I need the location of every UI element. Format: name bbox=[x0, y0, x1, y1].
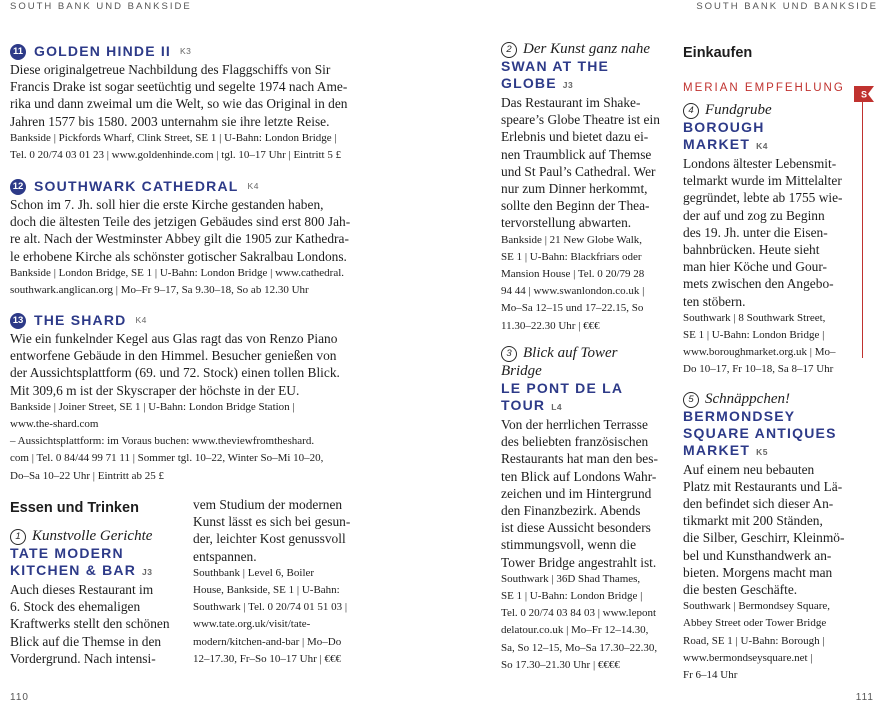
body-line: ten Blick auf Londons Wahr- bbox=[501, 468, 657, 484]
info-line: www.tate.org.uk/visit/tate- bbox=[193, 618, 311, 631]
entry-tagline: Kunstvolle Gerichte bbox=[32, 528, 153, 544]
entry-number-badge: 1 bbox=[10, 529, 26, 545]
info-line: southwark.anglican.org | Mo–Fr 9–17, Sa 9.30–18, So ab 12.30 Uhr bbox=[10, 284, 309, 297]
info-line: SE 1 | U-Bahn: London Bridge | bbox=[501, 590, 643, 603]
info-line: Southwark | Bermondsey Square, bbox=[683, 600, 831, 613]
einkaufen-column bbox=[683, 45, 849, 684]
body-line: Das Restaurant im Shake- bbox=[501, 95, 641, 110]
info-line: Mo–Sa 12–15 und 17–22.15, So bbox=[501, 302, 644, 315]
body-line: re alt. Nach der Westminster Abbey gilt die 1905 zur Kathedra- bbox=[10, 231, 349, 247]
info-line: Mansion House | Tel. 0 20/79 28 bbox=[501, 268, 645, 281]
body-line: der Aussichtsplattform (69. und 72. Stock) einen tollen Blick. bbox=[10, 365, 340, 381]
sight-southwark-cathedral bbox=[10, 177, 358, 299]
map-grid-ref: K4 bbox=[247, 181, 259, 191]
body-line: man hier Köche und Gour- bbox=[683, 259, 828, 275]
body-line: die Silber, Geschirr, Kleinmö- bbox=[683, 530, 845, 546]
info-line: Road, SE 1 | U-Bahn: Borough | bbox=[683, 634, 825, 647]
body-line: der auf und zog zu Beginn bbox=[683, 207, 825, 223]
entry-title: BERMONDSEY bbox=[683, 407, 796, 424]
running-header-left: SOUTH BANK UND BANKSIDE bbox=[10, 1, 192, 12]
restaurant-le-pont-de-la-tour bbox=[501, 344, 667, 674]
info-line: Do 10–17, Fr 10–18, Sa 8–17 Uhr bbox=[683, 363, 834, 376]
map-grid-ref: K4 bbox=[756, 141, 768, 151]
page-number-right: 111 bbox=[855, 692, 874, 703]
body-line: nen Traumblick auf Themse bbox=[501, 146, 652, 162]
sight-the-shard bbox=[10, 311, 358, 485]
body-line: Kunst lässt es sich bei gesun- bbox=[193, 514, 351, 530]
info-line: Southwark | 8 Southwark Street, bbox=[683, 311, 826, 324]
body-line: Platz mit Restaurants und Lä- bbox=[683, 478, 843, 494]
body-line: Auch dieses Restaurant im bbox=[10, 582, 154, 597]
entry-title: SWAN AT THE bbox=[501, 58, 610, 74]
entry-title: SQUARE ANTIQUES bbox=[683, 424, 837, 441]
entry-tagline: Schnäppchen! bbox=[705, 390, 790, 407]
body-line: rika und dann zweimal um die Welt, so wie das Original in den bbox=[10, 96, 348, 112]
entry-number-badge: 5 bbox=[683, 392, 699, 408]
entry-title: THE SHARD bbox=[34, 312, 127, 328]
entry-title: LE PONT DE LA bbox=[501, 380, 624, 396]
essen-column-2 bbox=[193, 496, 359, 668]
info-line: com | Tel. 0 84/44 99 71 11 | Sommer tgl. 10–22, Winter So–Mi 10–20, bbox=[10, 452, 324, 465]
info-line: House, Bankside, SE 1 | U-Bahn: bbox=[193, 584, 340, 597]
body-line: zeichen und im Hintergrund bbox=[501, 485, 652, 501]
info-line: www.boroughmarket.org.uk | Mo– bbox=[683, 346, 836, 359]
info-line: Southbank | Level 6, Boiler bbox=[193, 566, 315, 579]
body-line: Tower Bridge angestrahlt ist. bbox=[501, 554, 657, 570]
info-line: 11.30–22.30 Uhr | €€€ bbox=[501, 319, 600, 332]
page-number-left: 110 bbox=[10, 692, 29, 703]
entry-title: BOROUGH MARKET bbox=[683, 119, 765, 152]
body-line: Wie ein funkelnder Kegel aus Glas ragt das von Renzo Piano bbox=[10, 331, 338, 346]
body-line: Diese originalgetreue Nachbildung des Flaggschiffs von Sir bbox=[10, 62, 331, 77]
body-line: nur zum Dinner herkommt, bbox=[501, 181, 648, 197]
body-line: stimmungsvoll, wenn die bbox=[501, 537, 637, 553]
map-grid-ref: K5 bbox=[756, 446, 768, 457]
body-line: Restaurants hat man den bes- bbox=[501, 451, 658, 467]
entry-tagline: Bridge bbox=[501, 363, 542, 379]
info-line: 94 44 | www.swanlondon.co.uk | bbox=[501, 285, 645, 298]
body-line: mets zwischen den Angebo- bbox=[683, 276, 834, 292]
info-line: Bankside | Pickfords Wharf, Clink Street, SE 1 | U-Bahn: London Bridge | bbox=[10, 131, 337, 144]
body-line: tervorstellung abwarten. bbox=[501, 215, 632, 231]
map-grid-ref: K4 bbox=[135, 315, 147, 325]
body-line: ist diese Aussicht besonders bbox=[501, 520, 651, 536]
entry-title: TOUR bbox=[501, 397, 546, 413]
info-line: Bankside | 21 New Globe Walk, bbox=[501, 233, 643, 246]
body-line: Vordergrund. Nach intensi- bbox=[10, 650, 156, 666]
info-line: Tel. 0 20/74 03 01 23 | www.goldenhinde.com | tgl. 10–17 Uhr | Eintritt 5 £ bbox=[10, 149, 342, 162]
info-line: So 17.30–21.30 Uhr | €€€€ bbox=[501, 658, 620, 671]
info-line: – Aussichtsplattform: im Voraus buchen: www.theviewfromtheshard. bbox=[10, 435, 315, 448]
body-line: und St Paul’s Cathedral. Wer bbox=[501, 163, 656, 179]
info-line: modern/kitchen-and-bar | Mo–Do bbox=[193, 635, 342, 648]
info-line: Southwark | 36D Shad Thames, bbox=[501, 572, 641, 585]
info-line: Abbey Street oder Tower Bridge bbox=[683, 617, 827, 630]
entry-title: KITCHEN & BAR bbox=[10, 562, 137, 578]
info-line: Fr 6–14 Uhr bbox=[683, 669, 738, 682]
merian-flag-icon bbox=[854, 86, 874, 102]
body-line: Schon im 7. Jh. soll hier die erste Kirche gestanden haben, bbox=[10, 197, 324, 212]
entry-number-badge: 13 bbox=[10, 313, 26, 329]
info-line: Tel. 0 20/74 03 84 03 | www.lepont bbox=[501, 607, 657, 620]
merian-margin-line bbox=[862, 102, 863, 358]
body-line: Francis Drake ist sogar seetüchtig und segelte 1974 nach Ame- bbox=[10, 79, 348, 95]
entry-title: MARKET bbox=[683, 441, 751, 458]
body-line: Von der herrlichen Terrasse bbox=[501, 417, 648, 432]
body-line: ten stöbern. bbox=[683, 293, 746, 309]
flag-letter: S bbox=[861, 89, 868, 100]
body-line: le erhobene Kirche als schönster gotischer Sakralbau Londons. bbox=[10, 248, 347, 264]
body-line: Erlebnis und bietet dazu ei- bbox=[501, 129, 649, 145]
body-line: Blick auf die Themse in den bbox=[10, 633, 162, 649]
essen-column-1 bbox=[10, 500, 176, 667]
entry-title: SOUTHWARK CATHEDRAL bbox=[34, 178, 239, 194]
info-line: Southwark | Tel. 0 20/74 01 51 03 | bbox=[193, 601, 348, 614]
body-line: entspannen. bbox=[193, 548, 257, 564]
body-line: den befindet sich dieser An- bbox=[683, 496, 834, 512]
info-line: Bankside | London Bridge, SE 1 | U-Bahn: London Bridge | www.cathedral. bbox=[10, 266, 345, 279]
body-line: Mit 309,6 m ist der Skyscraper der höchste in der EU. bbox=[10, 382, 300, 398]
entry-number-badge: 11 bbox=[10, 44, 26, 60]
map-grid-ref: J3 bbox=[562, 80, 574, 90]
body-line: den Finanzbezirk. Abends bbox=[501, 503, 641, 519]
entry-number-badge: 2 bbox=[501, 42, 517, 58]
running-header-right: SOUTH BANK UND BANKSIDE bbox=[696, 1, 878, 12]
body-line: die besten Geschäfte. bbox=[683, 582, 798, 598]
entry-number-badge: 4 bbox=[683, 103, 699, 119]
map-grid-ref: J3 bbox=[142, 567, 153, 577]
body-line: des beliebten französischen bbox=[501, 434, 649, 450]
info-line: www.bermondseysquare.net | bbox=[683, 651, 813, 664]
entry-number-badge: 3 bbox=[501, 346, 517, 362]
merian-empfehlung-label: MERIAN EMPFEHLUNG bbox=[683, 82, 845, 94]
info-line: 12–17.30, Fr–So 10–17 Uhr | €€€ bbox=[193, 652, 341, 665]
section-heading-einkaufen: Einkaufen bbox=[683, 45, 753, 61]
body-line: tikmarkt mit 200 Ständen, bbox=[683, 513, 823, 529]
body-line: gegründet, lebte ab 1755 wie- bbox=[683, 190, 843, 206]
body-line: bel und Kunsthandwerk an- bbox=[683, 547, 832, 563]
body-line: des 19. Jh. unter die Eisen- bbox=[683, 224, 828, 240]
body-line: doch die ältesten Teile des jetzigen Gebäudes sind erst 800 Jah- bbox=[10, 214, 351, 230]
info-line: Bankside | Joiner Street, SE 1 | U-Bahn: London Bridge Station | bbox=[10, 400, 295, 413]
map-grid-ref: K3 bbox=[180, 46, 192, 56]
body-line: entworfene Gebäude in den Himmel. Besucher genießen von bbox=[10, 348, 337, 364]
restaurant-swan-at-the-globe bbox=[501, 40, 667, 335]
body-line: sollte den Beginn der Thea- bbox=[501, 198, 650, 214]
body-line: bieten. Morgens macht man bbox=[683, 564, 833, 580]
body-line: vem Studium der modernen bbox=[193, 497, 343, 512]
body-line: bahnbrücken. Heute sieht bbox=[683, 242, 820, 258]
entry-tagline: Der Kunst ganz nahe bbox=[523, 41, 651, 57]
sight-golden-hinde bbox=[10, 42, 358, 164]
body-line: der, leichter Kost genussvoll bbox=[193, 531, 346, 547]
body-line: Auf einem neu bebauten bbox=[683, 461, 815, 477]
map-grid-ref: L4 bbox=[551, 402, 563, 412]
section-heading-essen: Essen und Trinken bbox=[10, 500, 139, 516]
info-line: delatour.co.uk | Mo–Fr 12–14.30, bbox=[501, 624, 649, 637]
info-line: www.the-shard.com bbox=[10, 418, 99, 431]
body-line: 6. Stock des ehemaligen bbox=[10, 599, 141, 615]
entry-number-badge: 12 bbox=[10, 179, 26, 195]
info-line: SE 1 | U-Bahn: Blackfriars oder bbox=[501, 250, 642, 263]
info-line: Sa, So 12–15, Mo–Sa 17.30–22.30, bbox=[501, 641, 658, 654]
entry-title: GLOBE bbox=[501, 75, 557, 91]
entry-title: TATE MODERN bbox=[10, 545, 124, 561]
body-line: Jahren 1577 bis 1580. 2003 unternahm sie ihre letzte Reise. bbox=[10, 113, 330, 129]
info-line: Do–Sa 10–22 Uhr | Eintritt ab 25 £ bbox=[10, 469, 165, 482]
body-line: Kraftwerks stellt den schönen bbox=[10, 616, 170, 632]
entry-tagline: Blick auf Tower bbox=[523, 345, 618, 361]
body-line: Londons ältester Lebensmit- bbox=[683, 156, 837, 171]
body-line: speare’s Globe Theatre ist ein bbox=[501, 112, 660, 128]
entry-tagline: Fundgrube bbox=[705, 102, 772, 118]
entry-title: GOLDEN HINDE II bbox=[34, 43, 172, 59]
info-line: SE 1 | U-Bahn: London Bridge | bbox=[683, 329, 825, 342]
body-line: telmarkt wurde im Mittelalter bbox=[683, 173, 842, 189]
